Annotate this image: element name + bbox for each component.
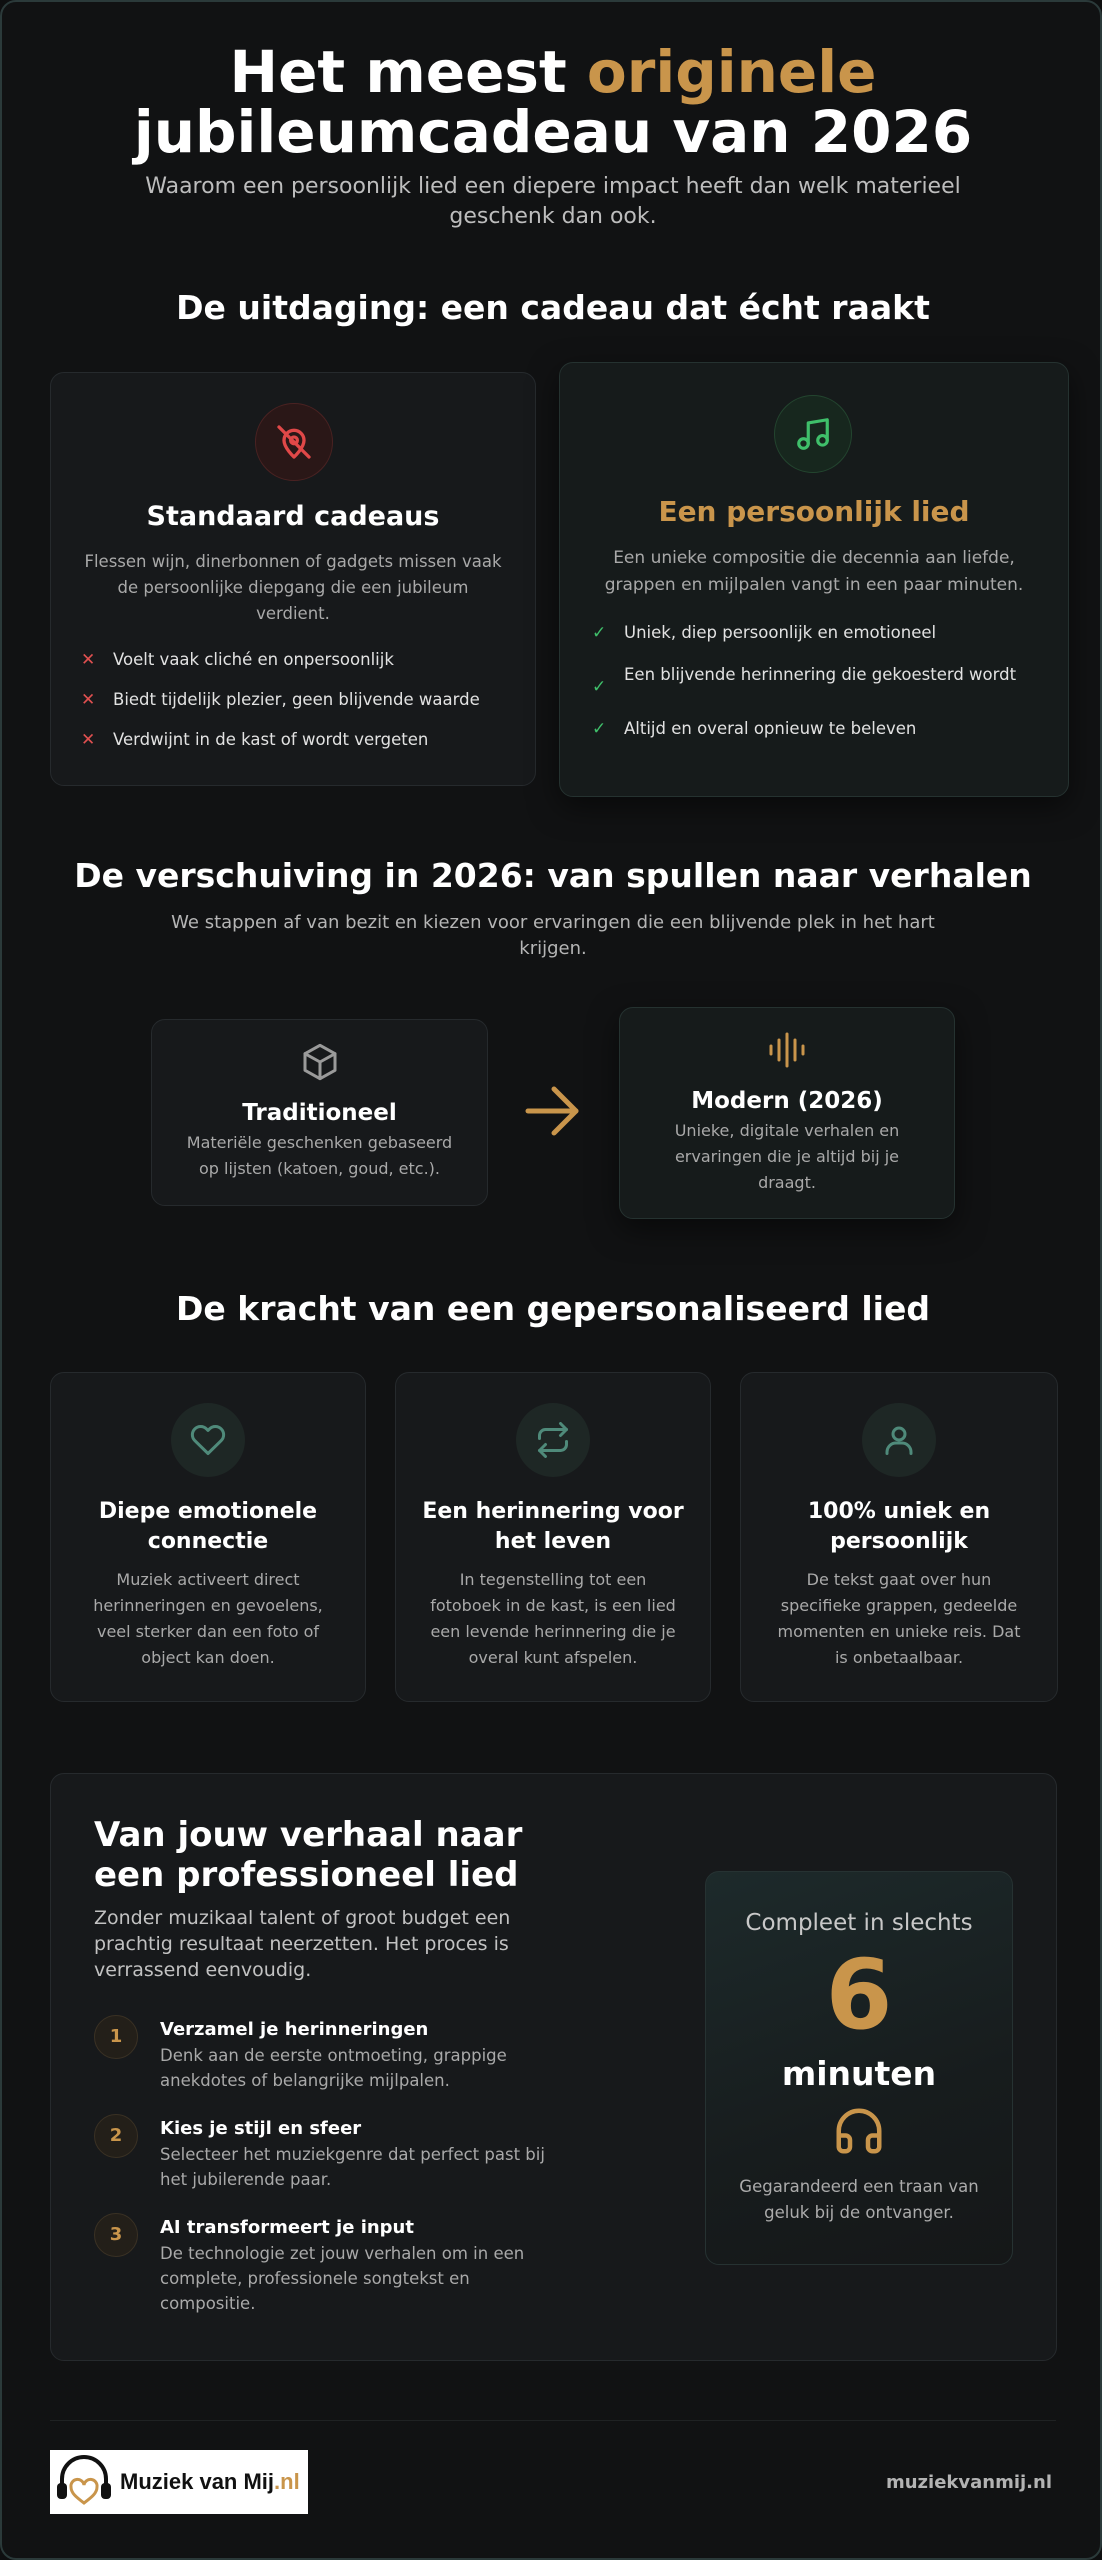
check-icon: ✓ [592, 623, 607, 643]
duration-unit: minuten [781, 2054, 937, 2093]
title-part-1: Het meest [229, 38, 587, 106]
shift-title: De verschuiving in 2026: van spullen naar verhalen [74, 856, 1032, 895]
process-step [94, 2015, 564, 2115]
traditional-title: Traditioneel [242, 1100, 397, 1126]
check-icon: ✓ [592, 719, 607, 739]
page-subtitle: Waarom een persoonlijk lied een diepere impact heeft dan welk materieel geschenk dan ook. [145, 174, 961, 229]
standard-gifts-title: Standaard cadeaus [146, 501, 440, 532]
process-step [94, 2114, 564, 2214]
duration-note: Gegarandeerd een traan van geluk bij de ontvanger. [739, 2177, 979, 2222]
music-note-icon [774, 395, 852, 473]
step-number: 2 [94, 2114, 138, 2158]
list-item: ✓ Een blijvende herinnering die gekoesterd wordt [592, 665, 1017, 697]
feature-title: Een herinnering voor het leven [422, 1499, 684, 1554]
feature-card-memory [395, 1372, 711, 1702]
list-item: ✓ Altijd en overal opnieuw te beleven [592, 719, 917, 739]
standard-gifts-card [50, 372, 536, 786]
feature-description: Muziek activeert direct herinneringen en gevoelens, veel sterker dan een foto of object kan doen. [93, 1570, 323, 1667]
duration-label: Compleet in slechts [745, 1910, 973, 1936]
process-intro: Zonder muzikaal talent of groot budget een prachtig resultaat neerzetten. Het proces is verrassend eenvoudig. [94, 1907, 511, 1981]
modern-title: Modern (2026) [691, 1088, 883, 1114]
personal-song-card [559, 362, 1069, 797]
feature-card-emotion [50, 1372, 366, 1702]
logo-text: Muziek van Mij.nl [120, 2469, 300, 2494]
modern-description: Unieke, digitale verhalen en ervaringen die je altijd bij je draagt. [674, 1121, 900, 1192]
title-highlight: originele [586, 38, 877, 106]
step-title: AI transformeert je input [160, 2217, 414, 2238]
feature-title: Diepe emotionele connectie [98, 1499, 318, 1554]
box-icon [300, 1042, 340, 1086]
duration-number: 6 [825, 1939, 893, 2051]
x-icon: ✕ [81, 730, 96, 750]
list-item: ✕ Voelt vaak cliché en onpersoonlijk [81, 650, 394, 670]
location-off-icon [255, 403, 333, 481]
brand-logo[interactable] [50, 2450, 308, 2514]
list-item: ✓ Uniek, diep persoonlijk en emotioneel [592, 623, 937, 643]
feature-title: 100% uniek en persoonlijk [807, 1499, 991, 1554]
process-title: Van jouw verhaal naar een professioneel lied [94, 1815, 523, 1895]
feature-description: De tekst gaat over hun specifieke grappen, gedeelde momenten en unieke reis. Dat is onbetaalbaar. [777, 1570, 1021, 1667]
list-item: ✕ Biedt tijdelijk plezier, geen blijvende waarde [81, 690, 480, 710]
traditional-card [151, 1019, 488, 1206]
personal-song-description: Een unieke compositie die decennia aan liefde, grappen en mijlpalen vangt in een paar minuten. [604, 548, 1024, 595]
website-link[interactable]: muziekvanmij.nl [885, 2472, 1052, 2493]
standard-gifts-points [81, 648, 511, 752]
user-icon [862, 1403, 936, 1477]
footer-divider [50, 2420, 1056, 2421]
repeat-icon [516, 1403, 590, 1477]
step-description: Denk aan de eerste ontmoeting, grappige anekdotes of belangrijke mijlpalen. [160, 2046, 507, 2090]
step-title: Kies je stijl en sfeer [160, 2118, 362, 2139]
step-description: De technologie zet jouw verhalen om in een complete, professionele songtekst en compositie. [160, 2244, 525, 2313]
process-step [94, 2213, 564, 2313]
step-description: Selecteer het muziekgenre dat perfect past bij het jubilerende paar. [160, 2145, 545, 2189]
feature-card-unique [740, 1372, 1058, 1702]
personal-song-title: Een persoonlijk lied [658, 495, 970, 528]
page-title [2, 38, 1102, 166]
standard-gifts-description: Flessen wijn, dinerbonnen of gadgets missen vaak de persoonlijke diepgang die een jubileum verdient. [84, 552, 502, 623]
x-icon: ✕ [81, 650, 96, 670]
headphones-icon [832, 2104, 886, 2162]
list-item: ✕ Verdwijnt in de kast of wordt vergeten [81, 730, 429, 750]
traditional-description: Materiële geschenken gebaseerd op lijsten (katoen, goud, etc.). [186, 1133, 453, 1178]
feature-description: In tegenstelling tot een fotoboek in de kast, is een lied een levende herinnering die je overal kunt afspelen. [430, 1570, 676, 1667]
modern-card [619, 1007, 955, 1219]
heart-icon [171, 1403, 245, 1477]
x-icon: ✕ [81, 690, 96, 710]
step-title: Verzamel je herinneringen [160, 2019, 429, 2040]
personal-song-points [592, 621, 1032, 741]
power-title: De kracht van een gepersonaliseerd lied [176, 1289, 930, 1328]
challenge-title: De uitdaging: een cadeau dat écht raakt [176, 288, 930, 327]
step-number: 3 [94, 2213, 138, 2257]
headphones-heart-logo-icon [54, 2453, 114, 2511]
check-icon: ✓ [592, 677, 607, 697]
title-line-2: jubileumcadeau van 2026 [133, 98, 973, 166]
shift-subtitle: We stappen af van bezit en kiezen voor ervaringen die een blijvende plek in het hart krijgen. [171, 912, 935, 959]
duration-box [705, 1871, 1013, 2265]
audio-wave-icon [765, 1032, 809, 1072]
step-number: 1 [94, 2015, 138, 2059]
arrow-right-icon [524, 1085, 582, 1141]
